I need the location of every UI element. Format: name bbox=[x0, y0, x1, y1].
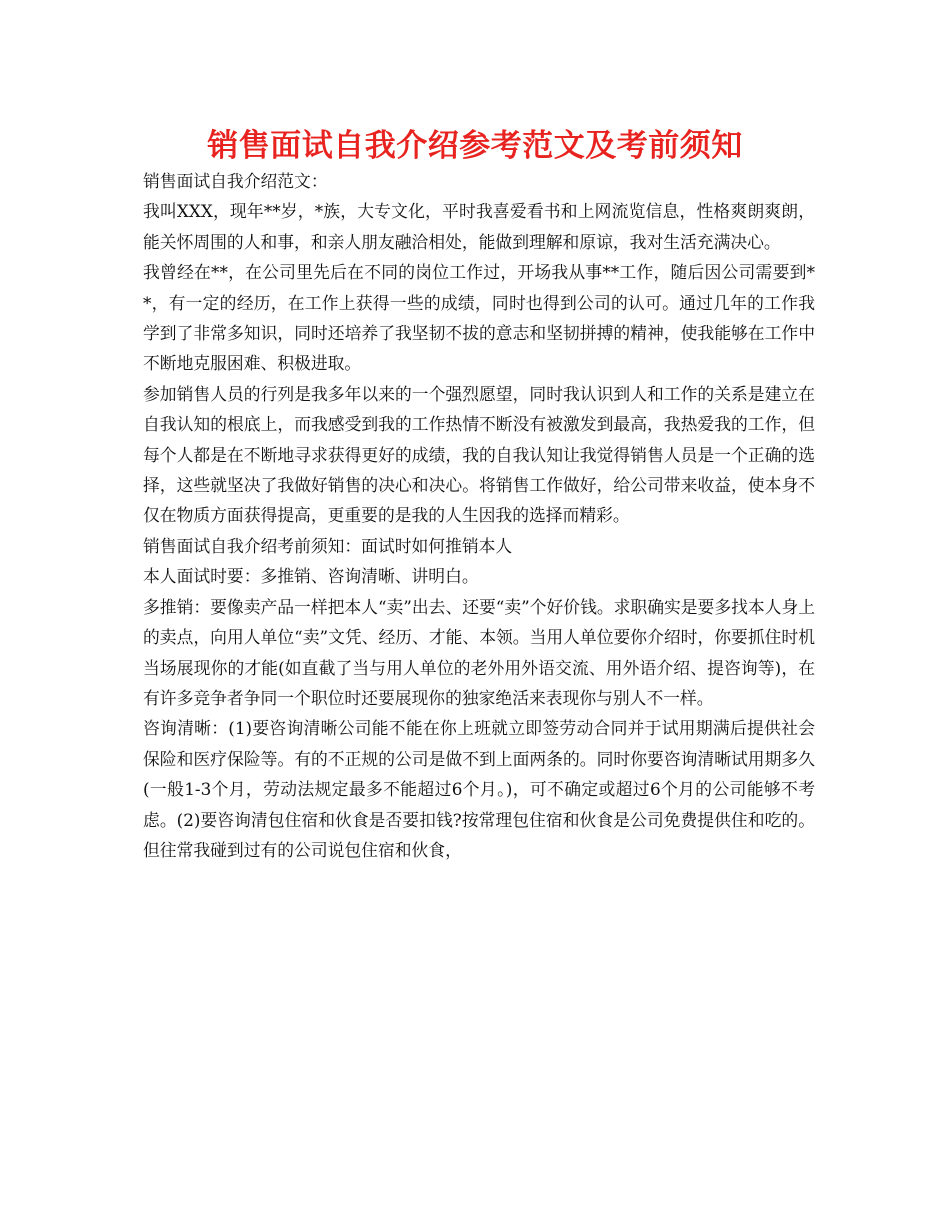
paragraph-intro-heading: 销售面试自我介绍范文： bbox=[143, 171, 328, 191]
paragraph-ask-clearly: 咨询清晰：(1)要咨询清晰公司能不能在你上班就立即签劳动合同并于试用期满后提供社会保险和医疗保险等。有的不正规的公司是做不到上面两条的。同时你要咨询清晰试用期多久(一般1-3个月，劳动法规定最多不能超过6个月。)，可不确定或超过6个月的公司能够不考虑。(2)要咨询清包住宿和伙食是否要扣钱?按常理包住宿和伙食是公司免费提供住和吃的。但往常我碰到过有的公司说包住宿和伙食， bbox=[143, 718, 815, 860]
paragraph-notes-heading: 销售面试自我介绍考前须知：面试时如何推销本人 bbox=[143, 535, 513, 556]
document-title: 销售面试自我介绍参考范文及考前须知 bbox=[207, 128, 743, 164]
document-body bbox=[143, 166, 815, 865]
paragraph-work-experience: 我曾经在**，在公司里先后在不同的岗位工作过，开场我从事**工作，随后因公司需要到**，有一定的经历，在工作上获得一些的成绩，同时也得到公司的认可。通过几年的工作我学到了非常多知识，同时还培养了我坚韧不拔的意志和坚韧拼搏的精神，使我能够在工作中不断地克服困难、积极进取。 bbox=[143, 262, 815, 374]
paragraph-personal-info: 我叫XXX，现年**岁，*族，大专文化，平时我喜爱看书和上网流览信息，性格爽朗爽朗，能关怀周围的人和事，和亲人朋友融洽相处，能做到理解和原谅，我对生活充满决心。 bbox=[143, 201, 815, 252]
paragraph-self-promotion: 多推销：要像卖产品一样把本人“卖”出去、还要“卖”个好价钱。求职确实是要多找本人身上的卖点，向用人单位“卖”文凭、经历、才能、本领。当用人单位要你介绍时，你要抓住时机当场展现你的才能(如直截了当与用人单位的老外用外语交流、用外语介绍、提咨询等)，在有许多竞争者争同一个职位时还要展现你的独家绝活来表现你与别人不一样。 bbox=[143, 596, 816, 708]
paragraph-interview-keys: 本人面试时要：多推销、咨询清晰、讲明白。 bbox=[143, 566, 479, 587]
paragraph-motivation: 参加销售人员的行列是我多年以来的一个强烈愿望，同时我认识到人和工作的关系是建立在自我认知的根底上，而我感受到我的工作热情不断没有被激发到最高，我热爱我的工作，但每个人都是在不断地寻求获得更好的成绩，我的自我认知让我觉得销售人员是一个正确的选择，这些就坚决了我做好销售的决心和决心。将销售工作做好，给公司带来收益，使本身不仅在物质方面获得提高，更重要的是我的人生因我的选择而精彩。 bbox=[143, 383, 815, 526]
